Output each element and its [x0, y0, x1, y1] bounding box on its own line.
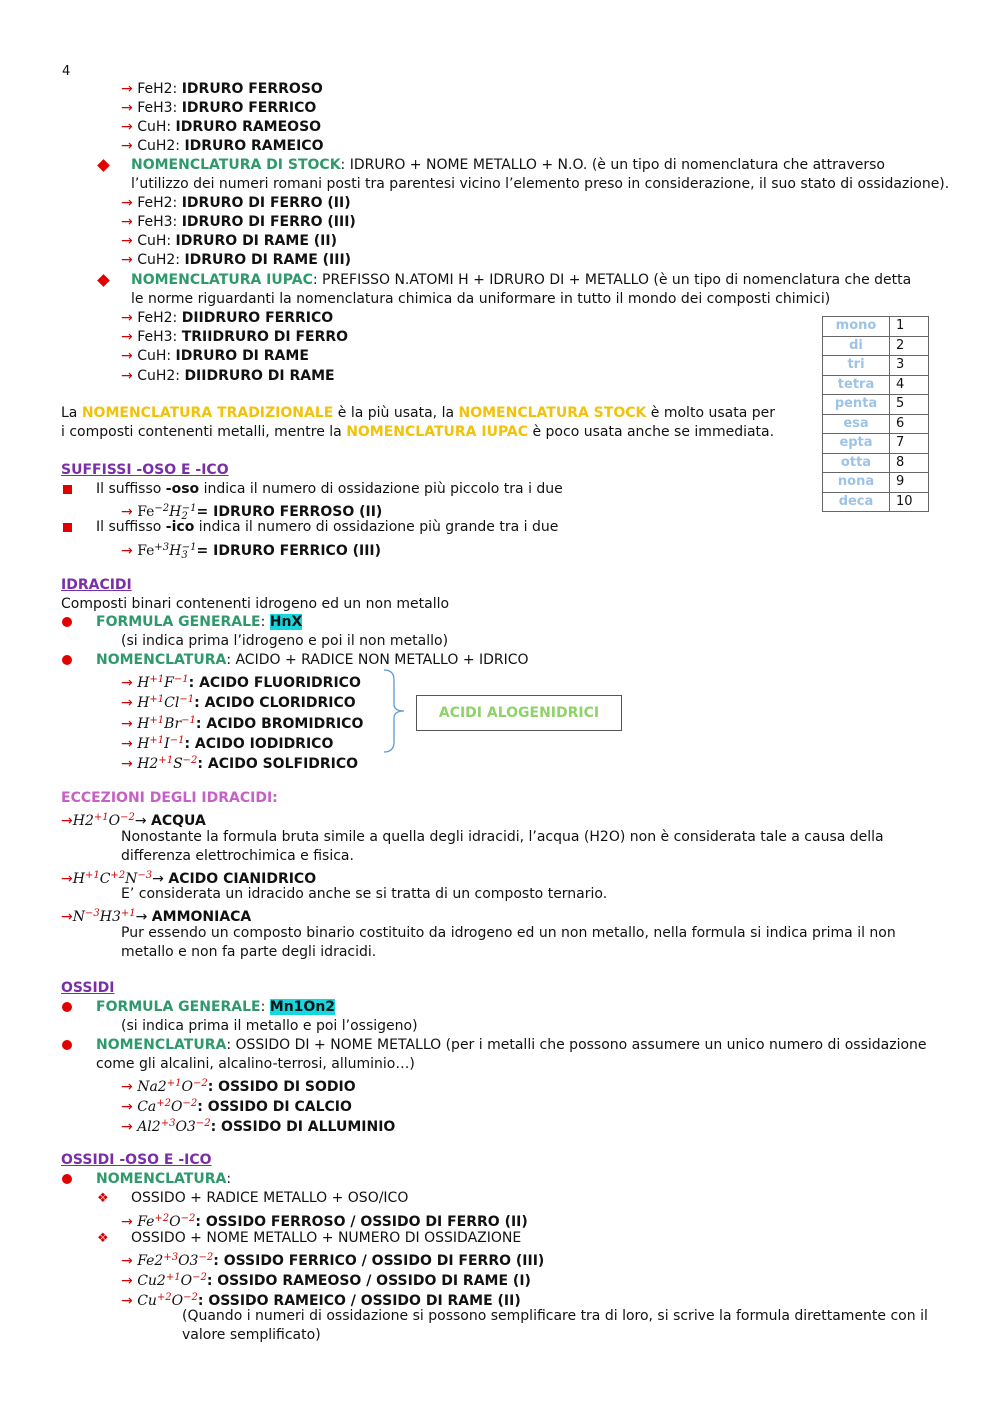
stock-rule: NOMENCLATURA DI STOCK: IDRURO + NOME METALLO + N.O. (è un tipo di nomenclatura che attraverso: [131, 157, 885, 173]
dot-bullet-icon: [62, 1040, 72, 1050]
cross-bullet-icon: ❖: [97, 1191, 109, 1206]
rule-line: OSSIDO + NOME METALLO + NUMERO DI OSSIDAZIONE: [131, 1230, 522, 1246]
table-row: deca 10: [823, 492, 929, 512]
section-title: ECCEZIONI DEGLI IDRACIDI:: [61, 790, 278, 806]
exception-text: differenza elettrochimica e fisica.: [121, 848, 354, 864]
note: (Quando i numeri di ossidazione si possono semplificare tra di loro, si scrive la formula direttamente con il: [182, 1308, 928, 1324]
suffix-rule: Il suffisso -ico indica il numero di ossidazione più grande tra i due: [96, 519, 559, 535]
example-line: → $Cu2^{+1}O^{-2}$: OSSIDO RAMEOSO / OSSIDO DI RAME (I): [121, 1272, 531, 1289]
example-line: → FeH3: TRIIDRURO DI FERRO: [121, 329, 349, 345]
example-line: → $Ca^{+2}O^{-2}$: OSSIDO DI CALCIO: [121, 1098, 352, 1115]
exception-text: E’ considerata un idracido anche se si tratta di un composto ternario.: [121, 886, 608, 902]
example-line: → CuH: IDRURO RAMEOSO: [121, 119, 322, 135]
summary-line: i composti contenenti metalli, mentre la NOMENCLATURA IUPAC è poco usata anche se immediata.: [61, 424, 775, 440]
example-line: → $H^{+1}F^{-1}$: ACIDO FLUORIDRICO: [121, 674, 361, 691]
example-line: → $Fe^{-2}H_2^{-1}=$ IDRURO FERROSO (II): [121, 503, 383, 522]
example-line: → $Cu^{+2}O^{-2}$: OSSIDO RAMEICO / OSSIDO DI RAME (II): [121, 1292, 521, 1309]
table-row: di 2: [823, 336, 929, 356]
example-line: → $Fe2^{+3}O3^{-2}$: OSSIDO FERRICO / OSSIDO DI FERRO (III): [121, 1252, 545, 1269]
summary-line: La NOMENCLATURA TRADIZIONALE è la più usata, la NOMENCLATURA STOCK è molto usata per: [61, 405, 775, 421]
section-title: OSSIDI: [61, 980, 115, 996]
table-row: tetra 4: [823, 375, 929, 395]
note: (si indica prima il metallo e poi l’ossigeno): [121, 1018, 418, 1034]
table-row: tri 3: [823, 356, 929, 376]
example-line: → CuH2: IDRURO DI RAME (III): [121, 252, 352, 268]
table-row: mono 1: [823, 317, 929, 337]
square-bullet-icon: [63, 485, 72, 494]
table-row: epta 7: [823, 434, 929, 454]
dot-bullet-icon: [62, 1002, 72, 1012]
nomenclature-rule: NOMENCLATURA:: [96, 1171, 232, 1187]
exception-line: $\to N^{-3}H3^{+1}\to$ AMMONIACA: [61, 908, 252, 925]
example-line: → FeH2: DIIDRURO FERRICO: [121, 310, 334, 326]
example-line: → $Al2^{+3}O3^{-2}$: OSSIDO DI ALLUMINIO: [121, 1118, 396, 1135]
example-line: → FeH3: IDRURO FERRICO: [121, 100, 317, 116]
suffix-rule: Il suffisso -oso indica il numero di ossidazione più piccolo tra i due: [96, 481, 563, 497]
diamond-bullet-icon: [97, 159, 110, 172]
nomenclature-rule-cont: come gli alcalini, alcalino-terrosi, alluminio…): [96, 1056, 415, 1072]
exception-text: Nonostante la formula bruta simile a quella degli idracidi, l’acqua (H2O) non è considerata tale a causa della: [121, 829, 884, 845]
exception-line: $\to H^{+1}C^{+2}N^{-3}\to$ ACIDO CIANIDRICO: [61, 870, 317, 887]
example-line: → CuH2: IDRURO RAMEICO: [121, 138, 324, 154]
cross-bullet-icon: ❖: [97, 1231, 109, 1246]
example-line: → FeH2: IDRURO DI FERRO (II): [121, 195, 351, 211]
iupac-rule-cont: le norme riguardanti la nomenclatura chimica da uniformare in tutto il mondo dei composti chimici): [131, 291, 831, 307]
table-row: esa 6: [823, 414, 929, 434]
stock-rule-cont: l’utilizzo dei numeri romani posti tra parentesi vicino l’elemento preso in considerazione, il suo stato di ossidazione).: [131, 176, 950, 192]
page-number: 4: [62, 64, 71, 79]
note: (si indica prima l’idrogeno e poi il non metallo): [121, 633, 449, 649]
example-line: → FeH3: IDRURO DI FERRO (III): [121, 214, 356, 230]
exception-text: Pur essendo un composto binario costituito da idrogeno ed un non metallo, nella formula si indica prima il non: [121, 925, 896, 941]
table-row: penta 5: [823, 395, 929, 415]
example-line: → $Fe^{+3}H_3^{-1}=$ IDRURO FERRICO (III): [121, 542, 382, 561]
example-line: → $Na2^{+1}O^{-2}$: OSSIDO DI SODIO: [121, 1078, 356, 1095]
example-line: → $Fe^{+2}O^{-2}$: OSSIDO FERROSO / OSSIDO DI FERRO (II): [121, 1213, 528, 1230]
table-row: nona 9: [823, 473, 929, 493]
square-bullet-icon: [63, 523, 72, 532]
example-line: → $H^{+1}Br^{-1}$: ACIDO BROMIDRICO: [121, 715, 364, 732]
section-title: SUFFISSI -OSO E -ICO: [61, 462, 229, 478]
formula-general: FORMULA GENERALE: Mn1On2: [96, 999, 336, 1015]
rule-line: OSSIDO + RADICE METALLO + OSO/ICO: [131, 1190, 409, 1206]
table-row: otta 8: [823, 453, 929, 473]
dot-bullet-icon: [62, 1174, 72, 1184]
section-description: Composti binari contenenti idrogeno ed un non metallo: [61, 596, 450, 612]
example-line: → FeH2: IDRURO FERROSO: [121, 81, 323, 97]
example-line: → $H^{+1}Cl^{-1}$: ACIDO CLORIDRICO: [121, 694, 356, 711]
example-line: → CuH: IDRURO DI RAME (II): [121, 233, 337, 249]
iupac-rule: NOMENCLATURA IUPAC: PREFISSO N.ATOMI H + IDRURO DI + METALLO (è un tipo di nomenclatura che detta: [131, 272, 912, 288]
dot-bullet-icon: [62, 655, 72, 665]
prefix-table: [822, 316, 929, 512]
exception-line: $\to H2^{+1}O^{-2}\to$ ACQUA: [61, 812, 206, 829]
note: valore semplificato): [182, 1327, 321, 1343]
example-line: → $H^{+1}I^{-1}$: ACIDO IODIDRICO: [121, 735, 334, 752]
example-line: → CuH2: DIIDRURO DI RAME: [121, 368, 335, 384]
example-line: → CuH: IDRURO DI RAME: [121, 348, 309, 364]
group-label-box: ACIDI ALOGENIDRICI: [416, 695, 622, 731]
section-title: IDRACIDI: [61, 577, 132, 593]
dot-bullet-icon: [62, 617, 72, 627]
formula-general: FORMULA GENERALE: HnX: [96, 614, 303, 630]
nomenclature-rule: NOMENCLATURA: ACIDO + RADICE NON METALLO + IDRICO: [96, 652, 529, 668]
example-line: → $H2^{+1}S^{-2}$: ACIDO SOLFIDRICO: [121, 755, 359, 772]
exception-text: metallo e non fa parte degli idracidi.: [121, 944, 377, 960]
nomenclature-rule: NOMENCLATURA: OSSIDO DI + NOME METALLO (per i metalli che possono assumere un unico numero di ossidazione: [96, 1037, 927, 1053]
diamond-bullet-icon: [97, 274, 110, 287]
section-title: OSSIDI -OSO E -ICO: [61, 1152, 212, 1168]
brace-icon: [380, 668, 410, 754]
